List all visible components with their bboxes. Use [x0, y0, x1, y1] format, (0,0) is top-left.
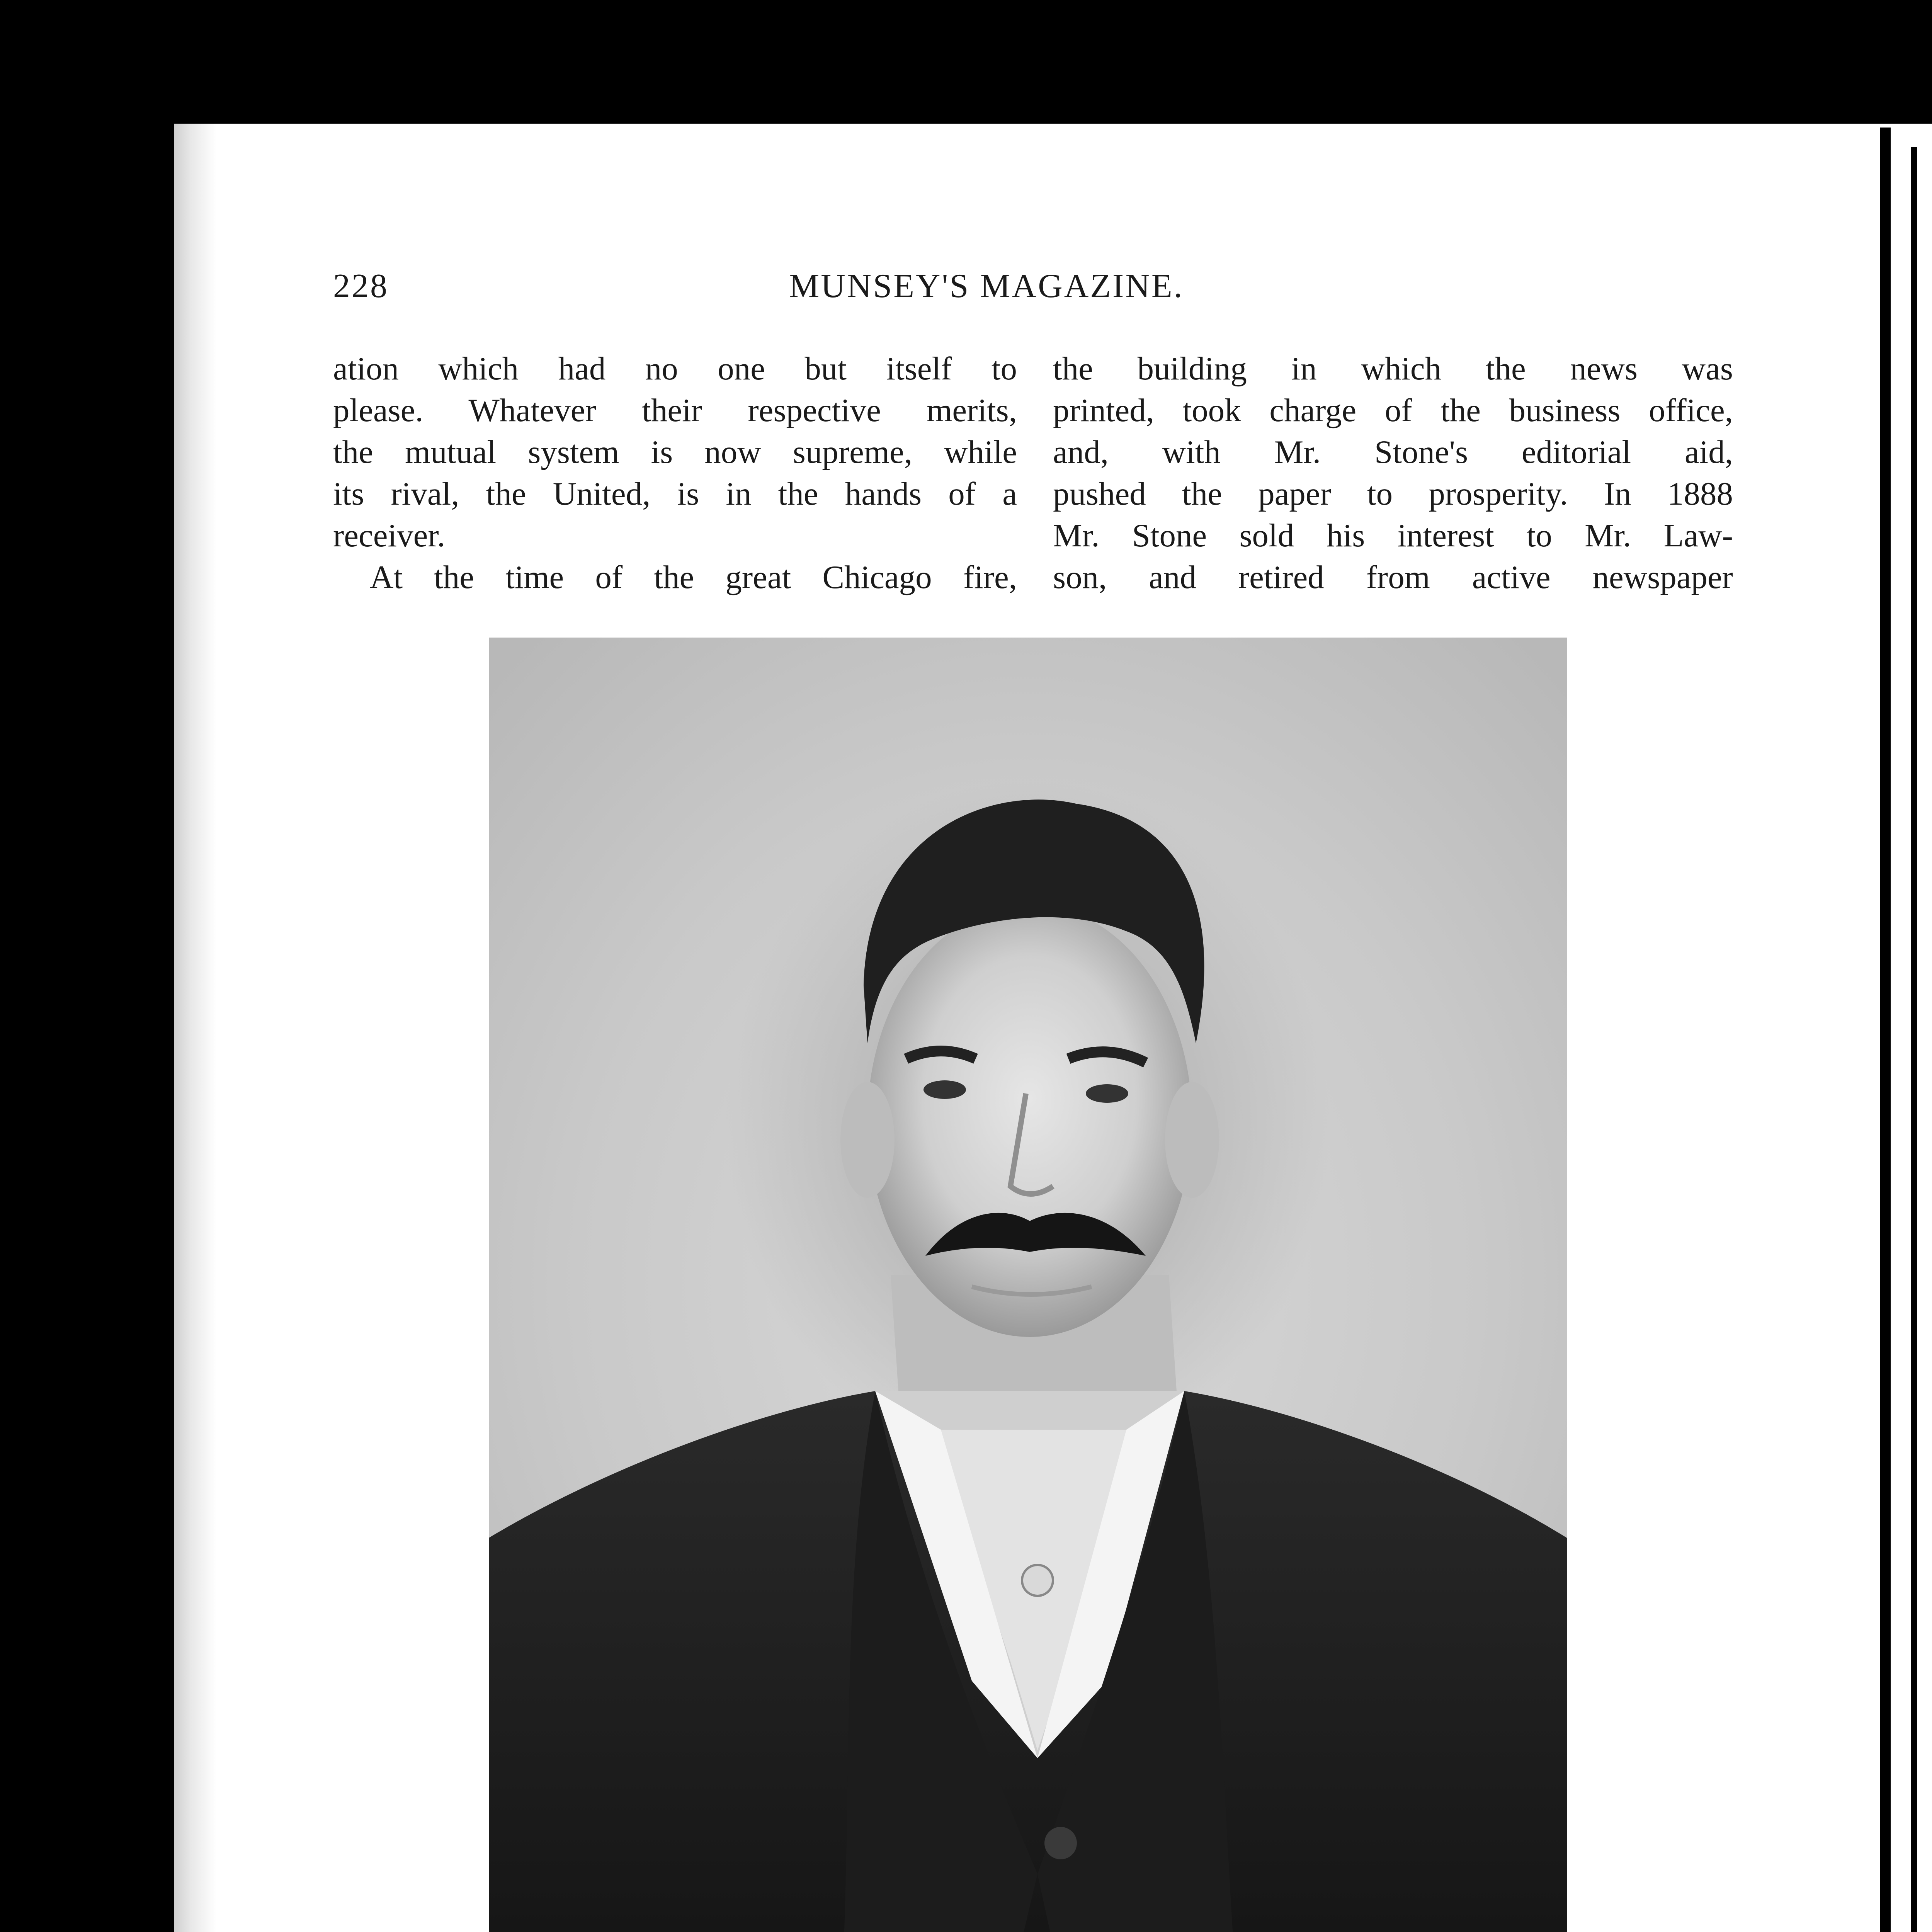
text-line: and, with Mr. Stone's editorial aid,: [1053, 434, 1733, 470]
text-line: Mr. Stone sold his interest to Mr. Law-: [1053, 517, 1733, 554]
binding-gutter: [1880, 128, 1891, 1932]
top-right-column: [1053, 348, 1733, 598]
text-line: son, and retired from active newspaper: [1053, 559, 1733, 595]
text-line: the mutual system is now supreme, while: [333, 434, 1017, 470]
text-line: the building in which the news was: [1053, 350, 1733, 387]
page-edge-shadow: [174, 124, 216, 1932]
text-line: its rival, the United, is in the hands of a: [333, 476, 1017, 512]
top-left-column: [333, 348, 1017, 598]
facing-page-border: [1911, 147, 1917, 1932]
text-line: pushed the paper to prosperity. In 1888: [1053, 476, 1733, 512]
running-header: [333, 267, 1736, 309]
text-line: At the time of the great Chicago fire,: [370, 559, 1017, 595]
text-line: receiver.: [333, 517, 446, 554]
page-number: 228: [333, 267, 389, 305]
magazine-title: MUNSEY'S MAGAZINE.: [789, 267, 1184, 305]
portrait-illustration: [489, 638, 1567, 1932]
text-line: ation which had no one but itself to: [333, 350, 1017, 387]
text-line: printed, took charge of the business office,: [1053, 392, 1733, 429]
portrait-photograph: [489, 638, 1567, 1932]
text-line: please. Whatever their respective merits,: [333, 392, 1017, 429]
